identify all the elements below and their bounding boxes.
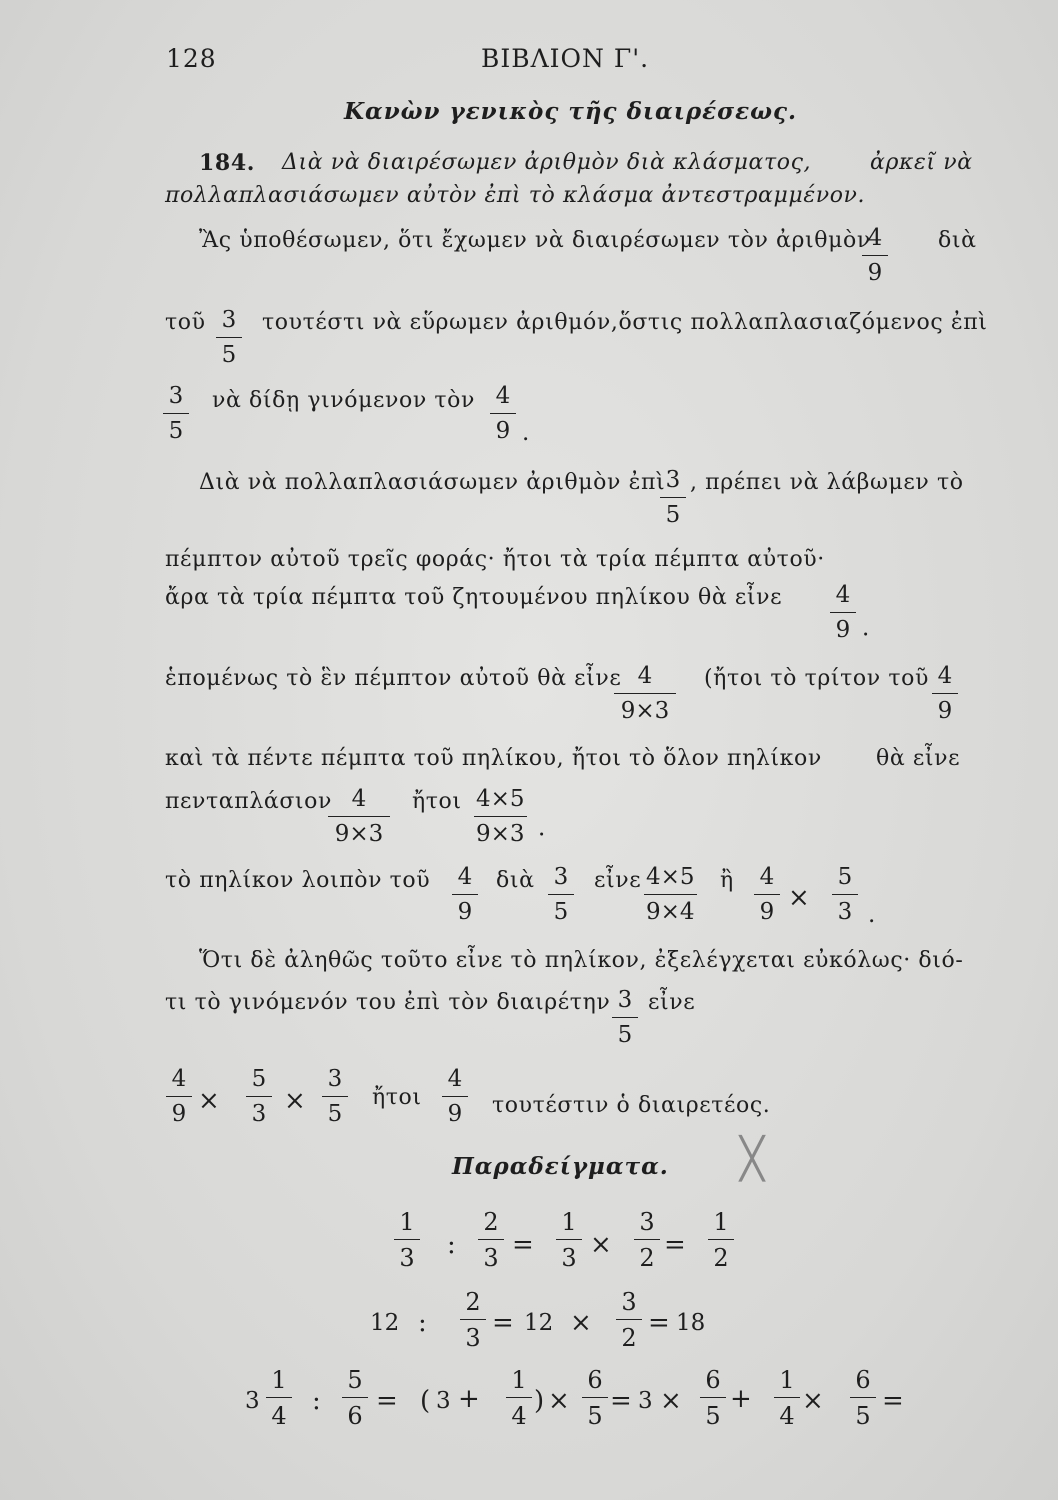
times-sign: × xyxy=(198,1086,220,1116)
fraction-4-9x3: $\frac{4}{9\times 3}$ xyxy=(328,788,390,846)
colon-sign: : xyxy=(312,1386,321,1416)
body-text: ἢ xyxy=(720,868,734,893)
page-number: 128 xyxy=(166,44,217,73)
fraction-4-9: $\frac{4}{9}$ xyxy=(754,866,780,924)
times-sign: × xyxy=(660,1386,682,1416)
ex1-frac-c: $\frac{1}{3}$ xyxy=(556,1210,582,1270)
fraction-4x5-9x4: $\frac{4\times 5}{9\times 4}$ xyxy=(646,864,695,925)
body-line: ἄρα τὰ τρία πέμπτα τοῦ ζητουμένου πηλίκου θὰ εἶνε xyxy=(165,585,783,610)
ex2-frac-c: $\frac{3}{2}$ xyxy=(616,1290,642,1350)
body-line: καὶ τὰ πέντε πέμπτα τοῦ πηλίκου, ἤτοι τὸ ὅλον πηλίκον xyxy=(165,746,822,771)
fraction-4-9: $\frac{4}{9}$ xyxy=(452,866,478,924)
body-text: τοῦ xyxy=(165,310,206,335)
equals-sign: = xyxy=(512,1230,534,1260)
equals-sign: = xyxy=(648,1308,670,1338)
fraction-3-5: $\frac{3}{5}$ xyxy=(660,469,686,527)
period: . xyxy=(868,902,876,928)
fraction-4-9: $\frac{4}{9}$ xyxy=(862,227,888,285)
body-text: ἤτοι xyxy=(412,789,462,814)
equals-sign: = xyxy=(664,1230,686,1260)
ex3-whole-number: 3 xyxy=(245,1388,260,1414)
fraction-4x5-9x3: $\frac{4\times 5}{9\times 3}$ xyxy=(476,786,525,847)
ex3-frac-b: $\frac{5}{6}$ xyxy=(342,1368,368,1428)
rule-line-2: πολλαπλασιάσωμεν αὐτὸν ἐπὶ τὸ κλάσμα ἀντεστραμμένον. xyxy=(165,183,866,208)
times-sign: × xyxy=(590,1230,612,1260)
fraction-3-5: $\frac{3}{5}$ xyxy=(322,1068,348,1126)
ex3-frac-a: $\frac{1}{4}$ xyxy=(266,1368,292,1428)
ex2-frac-b: $\frac{2}{3}$ xyxy=(460,1290,486,1350)
body-text: , πρέπει νὰ λάβωμεν τὸ xyxy=(690,470,964,495)
body-text: (ἤτοι τὸ τρίτον τοῦ xyxy=(704,666,929,691)
fraction-4-9: $\frac{4}{9}$ xyxy=(166,1068,192,1126)
period: . xyxy=(522,420,530,446)
left-paren: ( xyxy=(420,1386,431,1416)
mid-dot: · xyxy=(862,622,870,648)
ex2-result: 18 xyxy=(676,1310,706,1336)
body-line-end: θὰ εἶνε xyxy=(876,746,961,771)
body-text: εἶνε xyxy=(648,990,696,1015)
fraction-3-5: $\frac{3}{5}$ xyxy=(216,309,242,367)
examples-title: Παραδείγματα. xyxy=(452,1153,669,1180)
rule-line-1: Διὰ νὰ διαιρέσωμεν ἀριθμὸν διὰ κλάσματος, xyxy=(282,150,812,175)
section-title: Κανὼν γενικὸς τῆς διαιρέσεως. xyxy=(344,98,797,125)
rule-line-1-end: ἀρκεῖ νὰ xyxy=(870,150,973,175)
body-text: νὰ δίδῃ γινόμενον τὸν xyxy=(212,388,475,413)
fraction-5-3: $\frac{5}{3}$ xyxy=(246,1068,272,1126)
ex1-frac-a: $\frac{1}{3}$ xyxy=(394,1210,420,1270)
body-text: ἤτοι xyxy=(372,1085,422,1110)
body-line: Διὰ νὰ πολλαπλασιάσωμεν ἀριθμὸν ἐπὶ xyxy=(199,470,666,495)
body-text: εἶνε xyxy=(594,868,642,893)
times-sign: × xyxy=(548,1386,570,1416)
body-line: Ὅτι δὲ ἀληθῶς τοῦτο εἶνε τὸ πηλίκον, ἐξελέγχεται εὐκόλως· διό- xyxy=(199,948,964,973)
times-sign: × xyxy=(788,883,810,913)
pencil-x-mark-icon: ╳ xyxy=(740,1136,765,1182)
ex1-frac-d: $\frac{3}{2}$ xyxy=(634,1210,660,1270)
colon-sign: : xyxy=(447,1230,456,1260)
fraction-3-5: $\frac{3}{5}$ xyxy=(548,866,574,924)
body-text: πενταπλάσιον xyxy=(165,789,332,814)
ex3-frac-d: $\frac{6}{5}$ xyxy=(582,1368,608,1428)
fraction-5-3: $\frac{5}{3}$ xyxy=(832,866,858,924)
ex3-three: 3 xyxy=(638,1388,653,1414)
ex3-frac-g: $\frac{6}{5}$ xyxy=(850,1368,876,1428)
body-text: τουτέστι νὰ εὕρωμεν ἀριθμόν,ὅστις πολλαπλασιαζόμενος ἐπὶ xyxy=(262,310,988,335)
fraction-4-9: $\frac{4}{9}$ xyxy=(490,385,516,443)
fraction-4-9: $\frac{4}{9}$ xyxy=(932,665,958,723)
ex3-frac-c: $\frac{1}{4}$ xyxy=(506,1368,532,1428)
plus-sign: + xyxy=(458,1384,480,1414)
equals-sign: = xyxy=(376,1386,398,1416)
times-sign: × xyxy=(802,1386,824,1416)
ex3-frac-e: $\frac{6}{5}$ xyxy=(700,1368,726,1428)
body-line-end: διὰ xyxy=(938,228,977,253)
running-title: ΒΙΒΛΙΟΝ Γ'. xyxy=(481,44,650,73)
body-text: τὸ πηλίκον λοιπὸν τοῦ xyxy=(165,868,431,893)
times-sign: × xyxy=(570,1308,592,1338)
ex1-frac-e: $\frac{1}{2}$ xyxy=(708,1210,734,1270)
right-paren: ) xyxy=(534,1386,545,1416)
body-text: τουτέστιν ὁ διαιρετέος. xyxy=(492,1093,771,1118)
colon-sign: : xyxy=(418,1308,427,1338)
ex2-lead-number: 12 xyxy=(370,1310,400,1336)
body-text: διὰ xyxy=(496,868,535,893)
body-text: τι τὸ γινόμενόν του ἐπὶ τὸν διαιρέτην xyxy=(165,990,611,1015)
ex3-whole-number: 3 xyxy=(436,1388,451,1414)
body-line: πέμπτον αὐτοῦ τρεῖς φοράς· ἤτοι τὰ τρία πέμπτα αὐτοῦ· xyxy=(165,547,825,572)
equals-sign: = xyxy=(882,1386,904,1416)
body-line: Ἂς ὑποθέσωμεν, ὅτι ἔχωμεν νὰ διαιρέσωμεν τὸν ἀριθμὸν xyxy=(199,228,871,253)
mid-dot: · xyxy=(538,822,546,848)
plus-sign: + xyxy=(730,1384,752,1414)
fraction-3-5: $\frac{3}{5}$ xyxy=(163,385,189,443)
fraction-4-9: $\frac{4}{9}$ xyxy=(830,584,856,642)
fraction-4-9x3: $\frac{4}{9\times 3}$ xyxy=(614,665,676,723)
equals-sign: = xyxy=(492,1308,514,1338)
ex3-frac-f: $\frac{1}{4}$ xyxy=(774,1368,800,1428)
paragraph-number: 184. xyxy=(199,150,255,176)
equals-sign: = xyxy=(610,1386,632,1416)
times-sign: × xyxy=(284,1086,306,1116)
fraction-3-5: $\frac{3}{5}$ xyxy=(612,989,638,1047)
ex2-mid-number: 12 xyxy=(524,1310,554,1336)
ex1-frac-b: $\frac{2}{3}$ xyxy=(478,1210,504,1270)
fraction-4-9: $\frac{4}{9}$ xyxy=(442,1068,468,1126)
body-line: ἑπομένως τὸ ἓν πέμπτον αὐτοῦ θὰ εἶνε xyxy=(165,666,622,691)
